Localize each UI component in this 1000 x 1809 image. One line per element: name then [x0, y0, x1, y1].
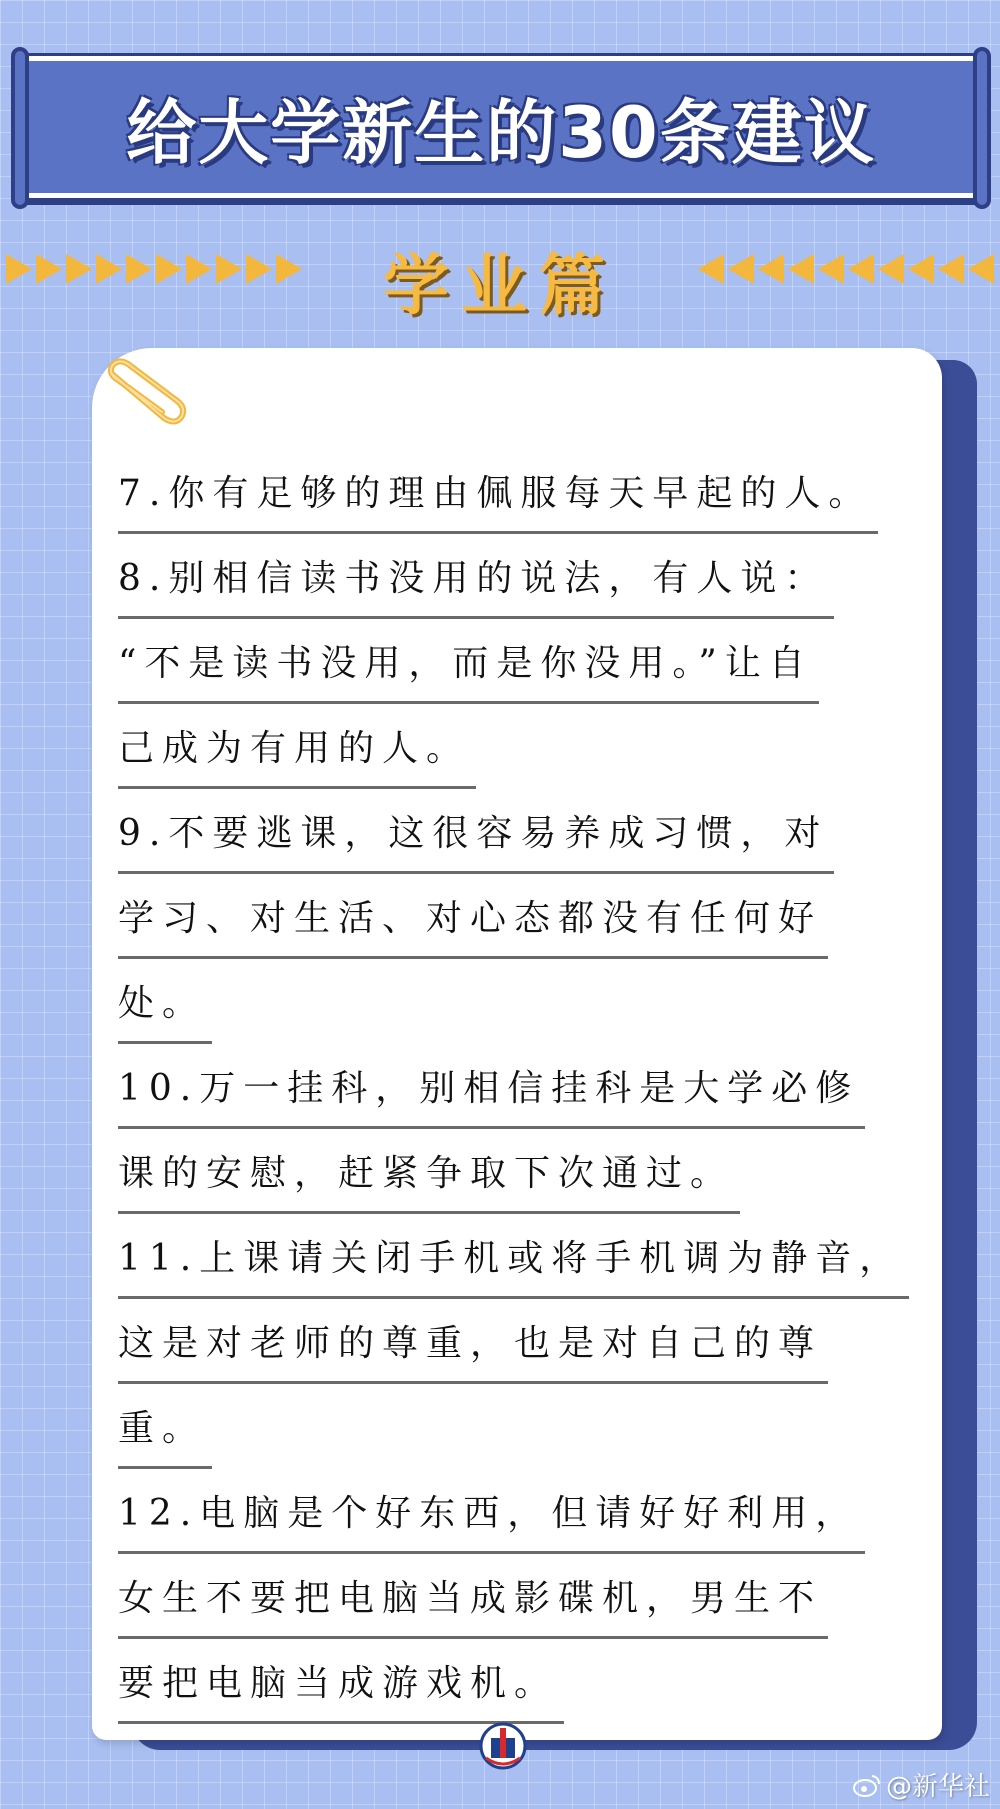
list-item: 10.万一挂科，别相信挂科是大学必修 [118, 1050, 918, 1135]
list-item: 7.你有足够的理由佩服每天早起的人。 [118, 455, 918, 540]
list-item: 8.别相信读书没用的说法，有人说： [118, 540, 918, 625]
list-item: 9.不要逃课，这很容易养成习惯，对 [118, 795, 918, 880]
list-item: 女生不要把电脑当成影碟机，男生不 [118, 1560, 918, 1645]
watermark [852, 1766, 990, 1803]
list-item: 12.电脑是个好东西，但请好好利用， [118, 1475, 918, 1560]
section-subtitle: 学业篇 [383, 246, 617, 324]
title-banner [18, 56, 984, 198]
section-header [0, 232, 1000, 324]
list-item: “不是读书没用，而是你没用。”让自 [118, 625, 918, 710]
list-item: 这是对老师的尊重，也是对自己的尊 [118, 1305, 918, 1390]
list-item: 己成为有用的人。 [118, 710, 918, 795]
xinhua-logo-icon [478, 1720, 528, 1776]
list-item: 要把电脑当成游戏机。 [118, 1645, 918, 1730]
page-title: 给大学新生的30条建议 [126, 91, 876, 174]
arrow-decoration-right [698, 254, 994, 284]
list-item: 处。 [118, 965, 918, 1050]
watermark-text: @新华社 [885, 1772, 990, 1802]
list-item: 课的安慰，赶紧争取下次通过。 [118, 1135, 918, 1220]
advice-list [118, 455, 918, 1730]
list-item: 重。 [118, 1390, 918, 1475]
paperclip-icon [98, 352, 190, 432]
list-item: 11.上课请关闭手机或将手机调为静音， [118, 1220, 918, 1305]
weibo-icon [852, 1772, 882, 1798]
arrow-decoration-left [6, 254, 302, 284]
list-item: 学习、对生活、对心态都没有任何好 [118, 880, 918, 965]
